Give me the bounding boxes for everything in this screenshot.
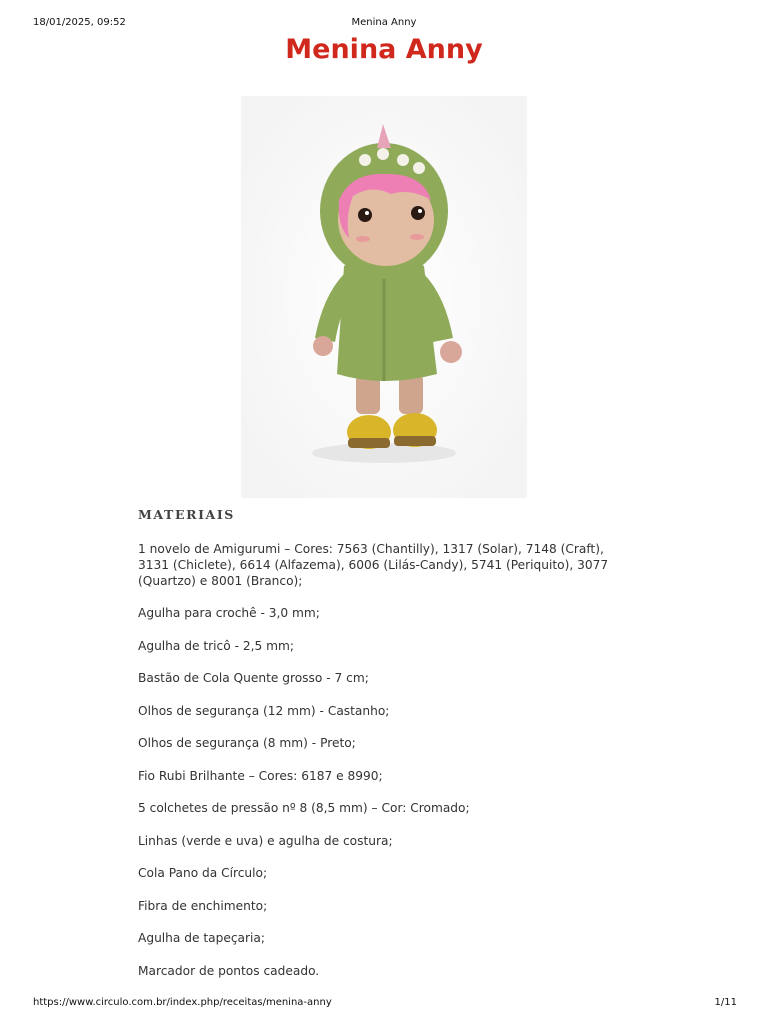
- list-item: Olhos de segurança (8 mm) - Preto;: [138, 736, 356, 750]
- list-item: Bastão de Cola Quente grosso - 7 cm;: [138, 671, 369, 685]
- page-title: Menina Anny: [285, 34, 483, 65]
- list-item: Cola Pano da Círculo;: [138, 866, 268, 880]
- page-number: 1/11: [714, 997, 737, 1008]
- list-item: Fio Rubi Brilhante – Cores: 6187 e 8990;: [138, 768, 383, 783]
- materials-heading: MATERIAIS: [138, 507, 235, 522]
- list-item: Marcador de pontos cadeado.: [138, 963, 320, 978]
- materials-list: [138, 541, 628, 979]
- list-item: Olhos de segurança (12 mm) - Castanho;: [138, 703, 390, 718]
- list-item: Agulha de tricô - 2,5 mm;: [138, 638, 294, 653]
- list-item: Fibra de enchimento;: [138, 898, 268, 913]
- list-item: 1 novelo de Amigurumi – Cores: 7563 (Chantilly), 1317 (Solar), 7148 (Craft), 3131 (Chiclete), 6614 (Alfazema), 6006 (Lilás-Candy), 5741 (Periquito), 3077 (Quartzo) e 8001 (Branco);: [138, 542, 609, 588]
- print-datetime: 18/01/2025, 09:52: [33, 17, 126, 28]
- doll-illustration: [241, 96, 527, 498]
- list-item: Agulha para crochê - 3,0 mm;: [138, 606, 320, 620]
- source-url-link[interactable]: https://www.circulo.com.br/index.php/receitas/menina-anny: [33, 997, 332, 1008]
- print-doc-title: Menina Anny: [351, 17, 417, 28]
- list-item: 5 colchetes de pressão nº 8 (8,5 mm) – Cor: Cromado;: [138, 801, 470, 815]
- list-item: Linhas (verde e uva) e agulha de costura;: [138, 833, 393, 848]
- amigurumi-doll-photo: [241, 96, 527, 498]
- list-item: Agulha de tapeçaria;: [138, 931, 265, 945]
